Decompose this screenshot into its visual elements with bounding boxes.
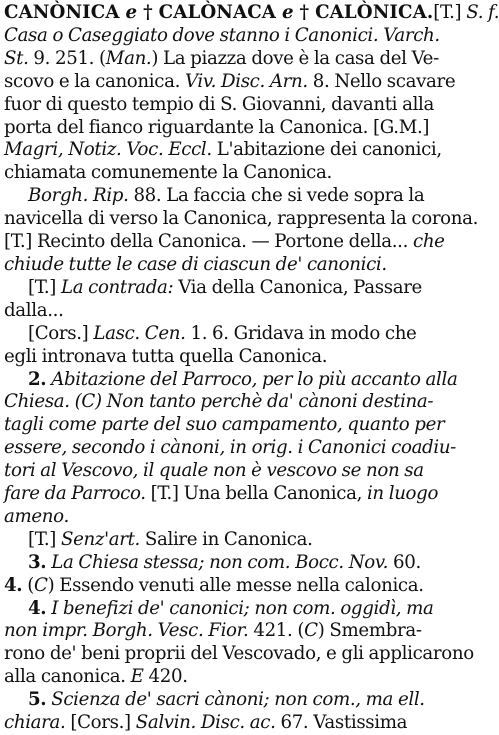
text-line: tagli come parte del suo campamento, quanto per xyxy=(4,414,445,436)
text-line: 2. Abitazione del Parroco, per lo più accanto alla xyxy=(28,368,458,390)
text-line: fuor di questo tempio di S. Giovanni, davanti alla xyxy=(4,93,434,115)
text-line: [Cors.] Lasc. Cen. 1. 6. Gridava in modo che xyxy=(28,322,417,344)
text-line: egli intronava tutta quella Canonica. xyxy=(4,345,328,367)
text-line: dalla... xyxy=(4,299,64,321)
text-line: Casa o Caseggiato dove stanno i Canonici. Varch. xyxy=(4,24,440,46)
entry-headword-line: CANÒNICA e † CALÒNACA e † CALÒNICA. [T.] S. f. xyxy=(4,2,499,23)
text-line: fare da Parroco. [T.] Una bella Canonica, in luogo xyxy=(4,483,439,505)
text-line: 4. (C) Essendo venuti alle messe nella calonica. xyxy=(4,574,424,596)
text-line: 3. La Chiesa stessa; non com. Bocc. Nov. 60. xyxy=(28,551,421,573)
text-line: Magri, Notiz. Voc. Eccl. L'abitazione dei canonici, xyxy=(4,139,442,161)
text-line: essere, secondo i cànoni, in orig. i Canonici coadiu- xyxy=(4,437,456,459)
text-line: [T.] Recinto della Canonica. — Portone della... che xyxy=(4,231,445,253)
text-line: Chiesa. (C) Non tanto perchè da' cànoni destina- xyxy=(4,391,434,413)
text-line: navicella di verso la Canonica, rappresenta la corona. xyxy=(4,208,479,230)
text-line: St. 9. 251. (Man.) La piazza dove è la casa del Ve- xyxy=(4,47,439,69)
text-line: scovo e la canonica. Viv. Disc. Arn. 8. Nello scavare xyxy=(4,70,456,92)
text-line: Borgh. Rip. 88. La faccia che si vede sopra la xyxy=(28,185,425,207)
text-line: 4. I benefizi de' canonici; non com. oggidì, ma xyxy=(28,597,434,619)
text-line: chiude tutte le case di ciascun de' canonici. xyxy=(4,253,387,275)
text-line: tori al Vescovo, il quale non è vescovo se non sa xyxy=(4,460,424,482)
text-line: alla canonica. E 420. xyxy=(4,666,188,688)
text-line: porta del fianco riguardante la Canonica. [G.M.] xyxy=(4,116,430,138)
text-line: ameno. xyxy=(4,505,69,527)
text-line: [T.] Senz'art. Salire in Canonica. xyxy=(28,528,313,550)
text-line: non impr. Borgh. Vesc. Fior. 421. (C) Smembra- xyxy=(4,620,422,642)
text-line: [T.] La contrada: Via della Canonica, Passare xyxy=(28,276,422,298)
text-line: chiara. [Cors.] Salvin. Disc. ac. 67. Vastissima xyxy=(4,712,408,734)
text-line: 5. Scienza de' sacri cànoni; non com., ma ell. xyxy=(28,689,425,711)
text-line: rono de' beni proprii del Vescovado, e gli applicarono xyxy=(4,643,474,665)
text-line: chiamata comunemente la Canonica. xyxy=(4,162,332,184)
